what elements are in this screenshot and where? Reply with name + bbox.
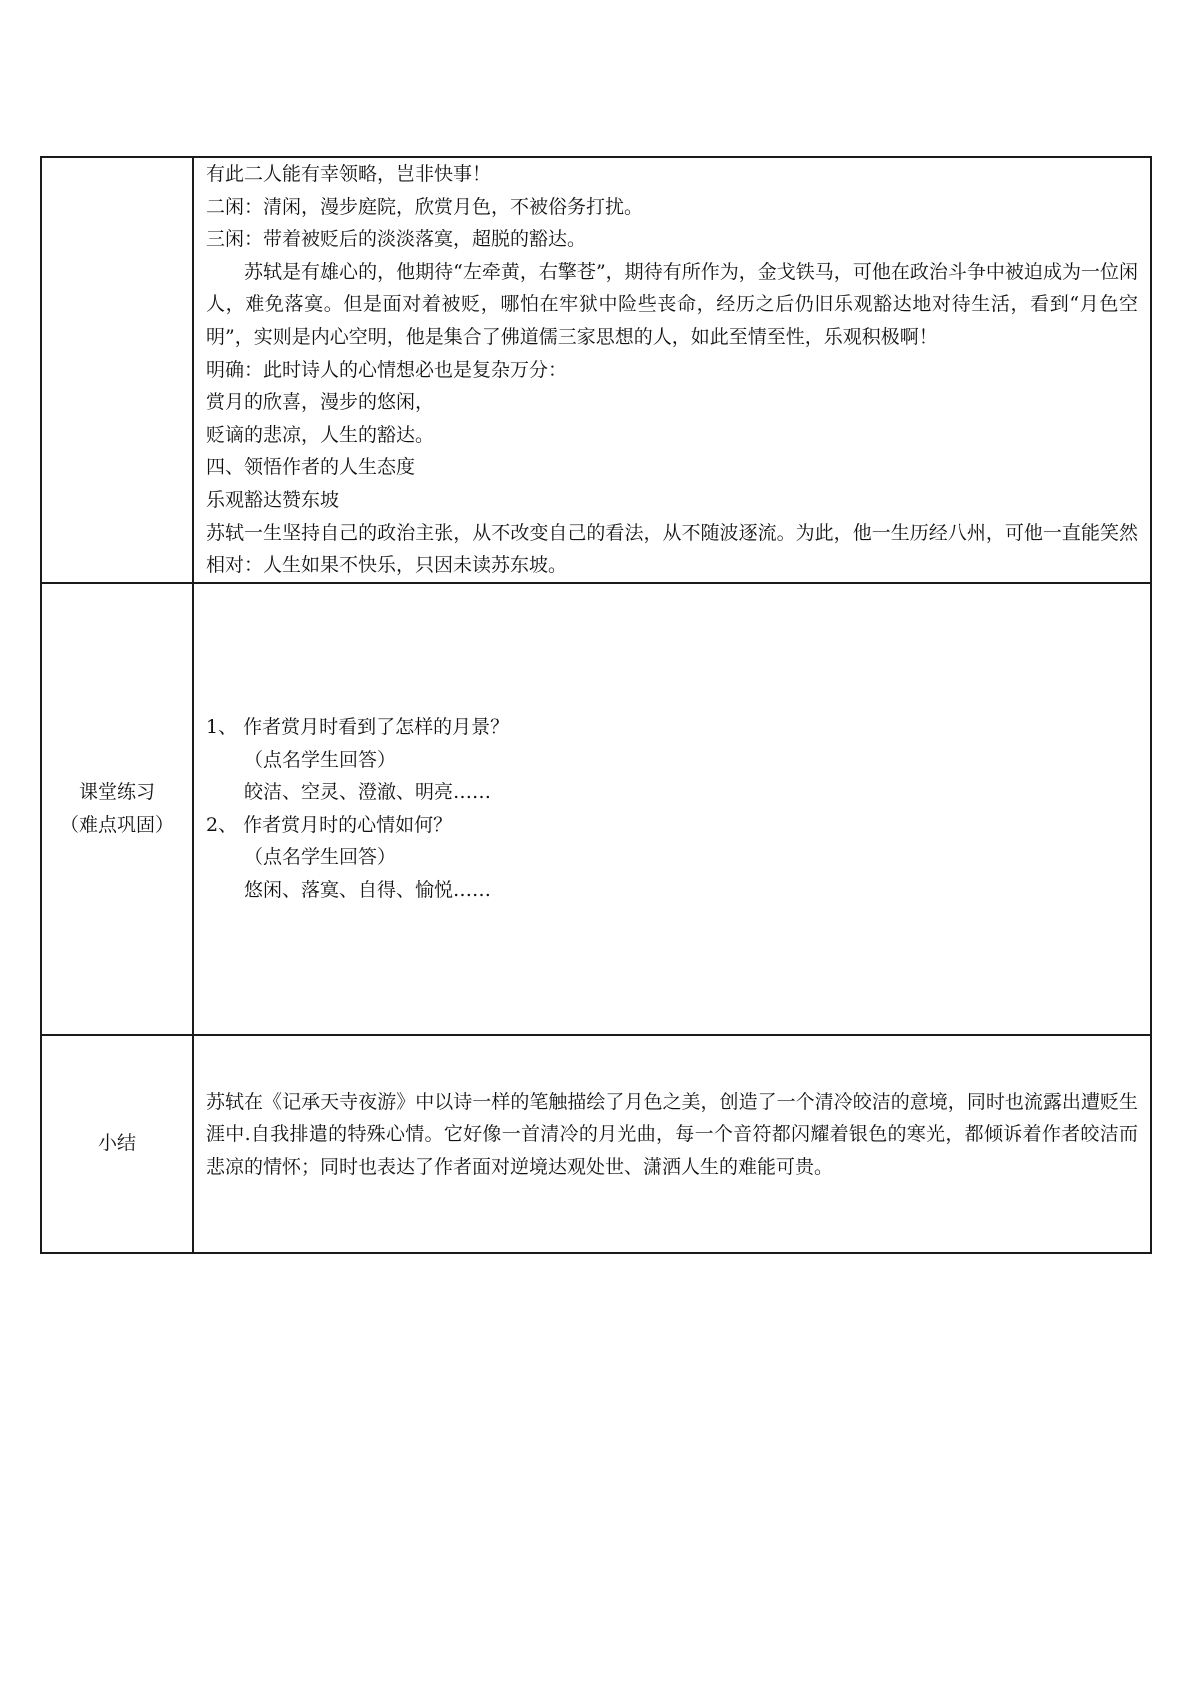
text-line: 二闲：清闲，漫步庭院，欣赏月色，不被俗务打扰。 <box>206 195 644 218</box>
summary-content-cell <box>193 1035 1151 1253</box>
table-row <box>41 1035 1151 1253</box>
section-subheading: 乐观豁达赞东坡 <box>206 488 340 511</box>
row-label-empty <box>41 157 193 583</box>
row-label-summary: 小结 <box>41 1035 193 1253</box>
text-line: 明确：此时诗人的心情想必也是复杂万分： <box>206 358 568 381</box>
question-1: 1、 作者赏月时看到了怎样的月景？ <box>206 715 510 738</box>
section-heading: 四、领悟作者的人生态度 <box>206 456 416 479</box>
table-row <box>41 583 1151 1035</box>
text-line: 三闲：带着被贬后的淡淡落寞，超脱的豁达。 <box>206 228 587 251</box>
question-2: 2、 作者赏月时的心情如何？ <box>206 813 453 836</box>
label-line: 课堂练习 <box>78 780 155 803</box>
text-line: 赏月的欣喜，漫步的悠闲， <box>206 391 435 414</box>
lesson-plan-table <box>40 156 1152 1254</box>
row-label-exercise <box>41 583 193 1035</box>
question-2-answer: 悠闲、落寞、自得、愉悦…… <box>244 878 492 901</box>
paragraph: 苏轼是有雄心的，他期待“左牵黄，右擎苍”，期待有所作为，金戈铁马，可他在政治斗争中被迫成为一位闲人，难免落寞。但是面对着被贬，哪怕在牢狱中险些丧命，经历之后仍旧乐观豁达地对待生活，看到“月色空明”，实则是内心空明，他是集合了佛道儒三家思想的人，如此至情至性，乐观积极啊！ <box>206 260 1138 348</box>
text-line: 有此二人能有幸领略，岂非快事！ <box>206 163 492 185</box>
table-row <box>41 157 1151 583</box>
question-2-hint: （点名学生回答） <box>244 846 397 869</box>
exercise-content-cell <box>193 583 1151 1035</box>
teaching-content-cell <box>193 157 1151 583</box>
text-line: 贬谪的悲凉，人生的豁达。 <box>206 423 435 446</box>
question-1-answer: 皎洁、空灵、澄澈、明亮…… <box>244 781 492 804</box>
summary-paragraph: 苏轼在《记承天寺夜游》中以诗一样的笔触描绘了月色之美，创造了一个清冷皎洁的意境，同时也流露出遭贬生涯中.自我排遣的特殊心情。它好像一首清冷的月光曲，每一个音符都闪耀着银色的寒光，都倾诉着作者皎洁而悲凉的情怀；同时也表达了作者面对逆境达观处世、潇洒人生的难能可贵。 <box>206 1090 1138 1179</box>
paragraph: 苏轼一生坚持自己的政治主张，从不改变自己的看法，从不随波逐流。为此，他一生历经八州，可他一直能笑然相对：人生如果不快乐，只因未读苏东坡。 <box>206 521 1138 577</box>
question-1-hint: （点名学生回答） <box>244 748 397 771</box>
lesson-plan-page <box>40 156 1152 1254</box>
label-line: （难点巩固） <box>59 813 174 836</box>
